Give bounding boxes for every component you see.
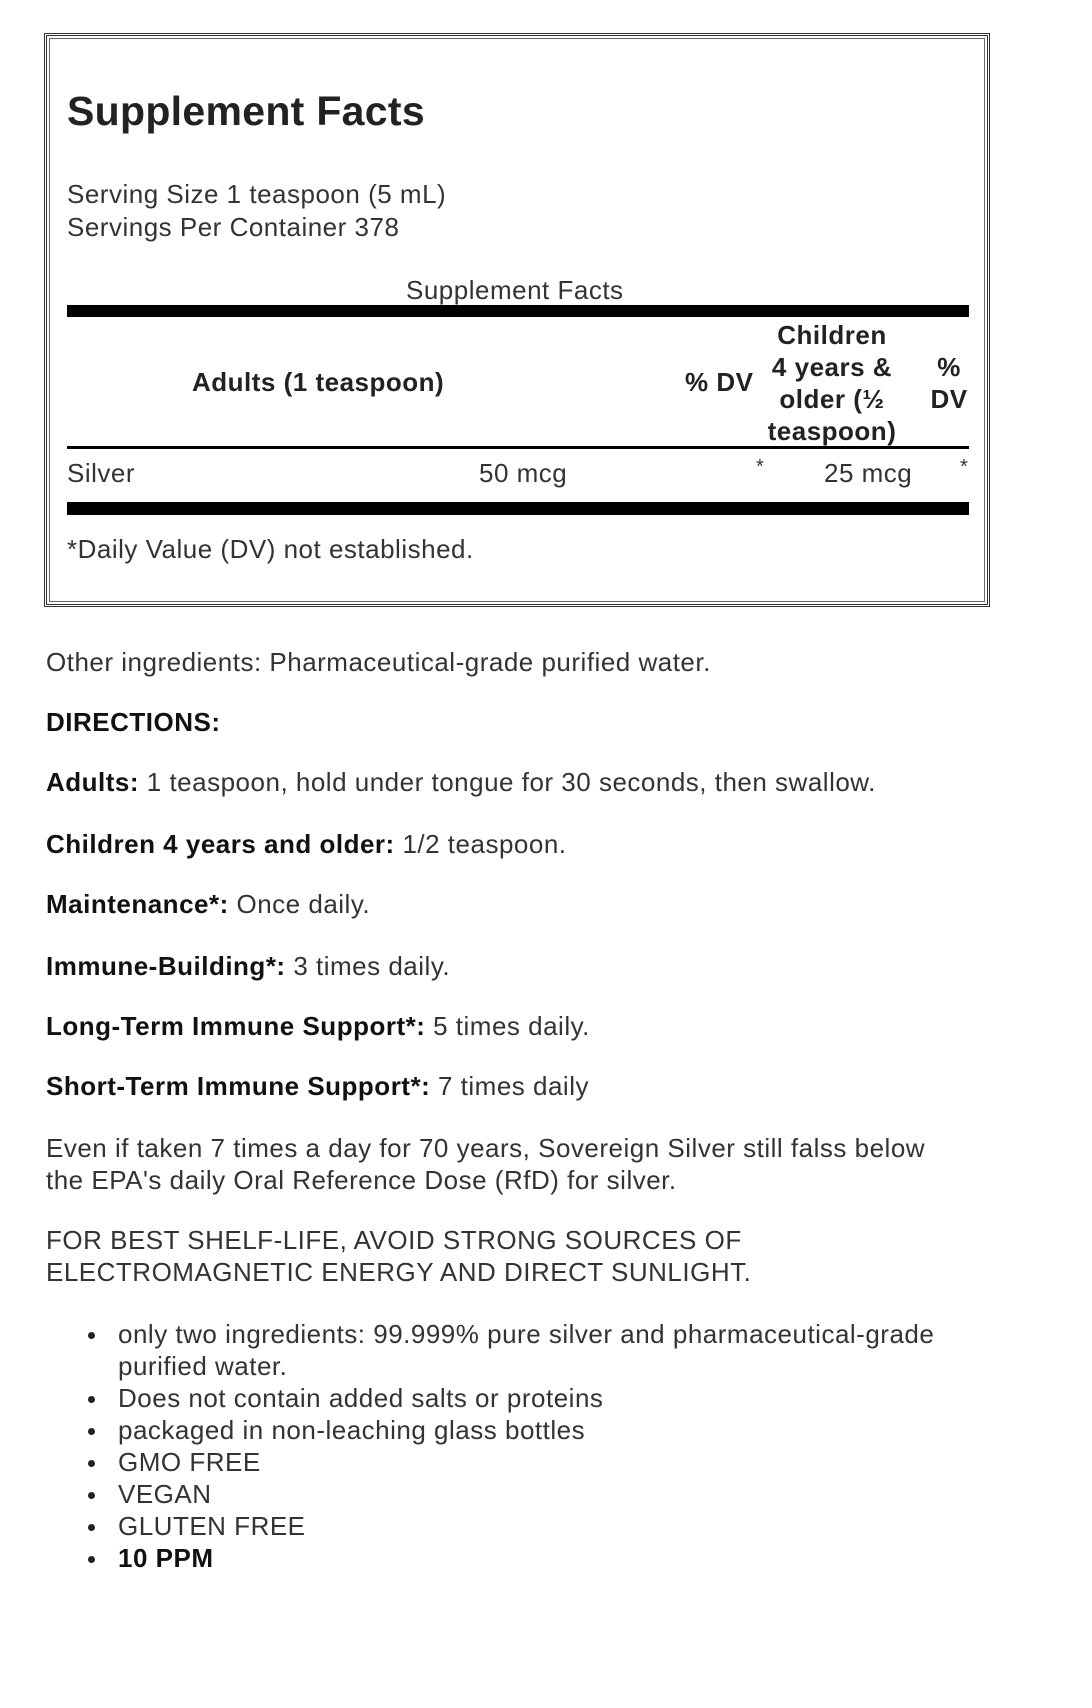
- child-amount: 25 mcg: [824, 458, 913, 488]
- table-caption: Supplement Facts: [406, 275, 624, 305]
- direction-short-term: [46, 1070, 589, 1103]
- list-item: Does not contain added salts or proteins: [46, 1382, 934, 1414]
- direction-adults: [46, 766, 876, 799]
- direction-children: [46, 828, 567, 861]
- nutrient-name: Silver: [67, 458, 136, 488]
- direction-label: Short-Term Immune Support*:: [46, 1071, 431, 1101]
- storage-note-line2: ELECTROMAGNETIC ENERGY AND DIRECT SUNLIGHT.: [46, 1257, 752, 1287]
- direction-text: 1/2 teaspoon.: [394, 829, 567, 859]
- divider-thick-bottom: [67, 502, 969, 515]
- feature-list: [46, 1318, 934, 1574]
- direction-label: Immune-Building*:: [46, 951, 286, 981]
- header-dv-children: % DV: [930, 352, 968, 414]
- serving-size: Serving Size 1 teaspoon (5 mL): [67, 179, 447, 209]
- divider-thick-top: [67, 305, 969, 317]
- direction-maintenance: [46, 888, 370, 921]
- list-item-text-cont: purified water.: [118, 1351, 288, 1381]
- dv-footnote: *Daily Value (DV) not established.: [67, 534, 474, 564]
- facts-title: Supplement Facts: [67, 88, 425, 134]
- storage-note-line1: FOR BEST SHELF-LIFE, AVOID STRONG SOURCES OF: [46, 1225, 742, 1255]
- directions-heading-text: DIRECTIONS:: [46, 707, 221, 737]
- direction-text: 3 times daily.: [285, 951, 451, 981]
- direction-text: 1 teaspoon, hold under tongue for 30 seconds, then swallow.: [139, 767, 876, 797]
- other-ingredients: Other ingredients: Pharmaceutical-grade purified water.: [46, 647, 711, 677]
- direction-label: Children 4 years and older:: [46, 829, 395, 859]
- direction-text: Once daily.: [228, 889, 371, 919]
- divider-thin: [67, 446, 969, 449]
- direction-text: 5 times daily.: [425, 1011, 590, 1041]
- direction-label: Long-Term Immune Support*:: [46, 1011, 426, 1041]
- direction-immune-building: [46, 950, 450, 983]
- header-children: Children 4 years & older (½ teaspoon): [767, 320, 897, 446]
- list-item: VEGAN: [46, 1478, 934, 1510]
- list-item: GMO FREE: [46, 1446, 934, 1478]
- direction-label: Maintenance*:: [46, 889, 229, 919]
- adult-dv: *: [756, 456, 765, 478]
- list-item: [46, 1318, 934, 1382]
- header-adults: Adults (1 teaspoon): [192, 367, 445, 397]
- list-item: packaged in non-leaching glass bottles: [46, 1414, 934, 1446]
- directions-heading: [46, 706, 221, 739]
- list-item: 10 PPM: [46, 1542, 934, 1574]
- direction-text: 7 times daily: [430, 1071, 589, 1101]
- header-dv-adults: % DV: [685, 367, 754, 397]
- servings-per-container: Servings Per Container 378: [67, 212, 400, 242]
- list-item-text: only two ingredients: 99.999% pure silver and pharmaceutical-grade: [118, 1319, 935, 1349]
- epa-note-line1: Even if taken 7 times a day for 70 years, Sovereign Silver still falss below: [46, 1133, 926, 1163]
- list-item: GLUTEN FREE: [46, 1510, 934, 1542]
- epa-note-line2: the EPA's daily Oral Reference Dose (RfD) for silver.: [46, 1165, 677, 1195]
- direction-label: Adults:: [46, 767, 140, 797]
- child-dv: *: [960, 456, 969, 478]
- adult-amount: 50 mcg: [479, 458, 568, 488]
- direction-long-term: [46, 1010, 590, 1043]
- supplement-facts-panel: [44, 33, 990, 607]
